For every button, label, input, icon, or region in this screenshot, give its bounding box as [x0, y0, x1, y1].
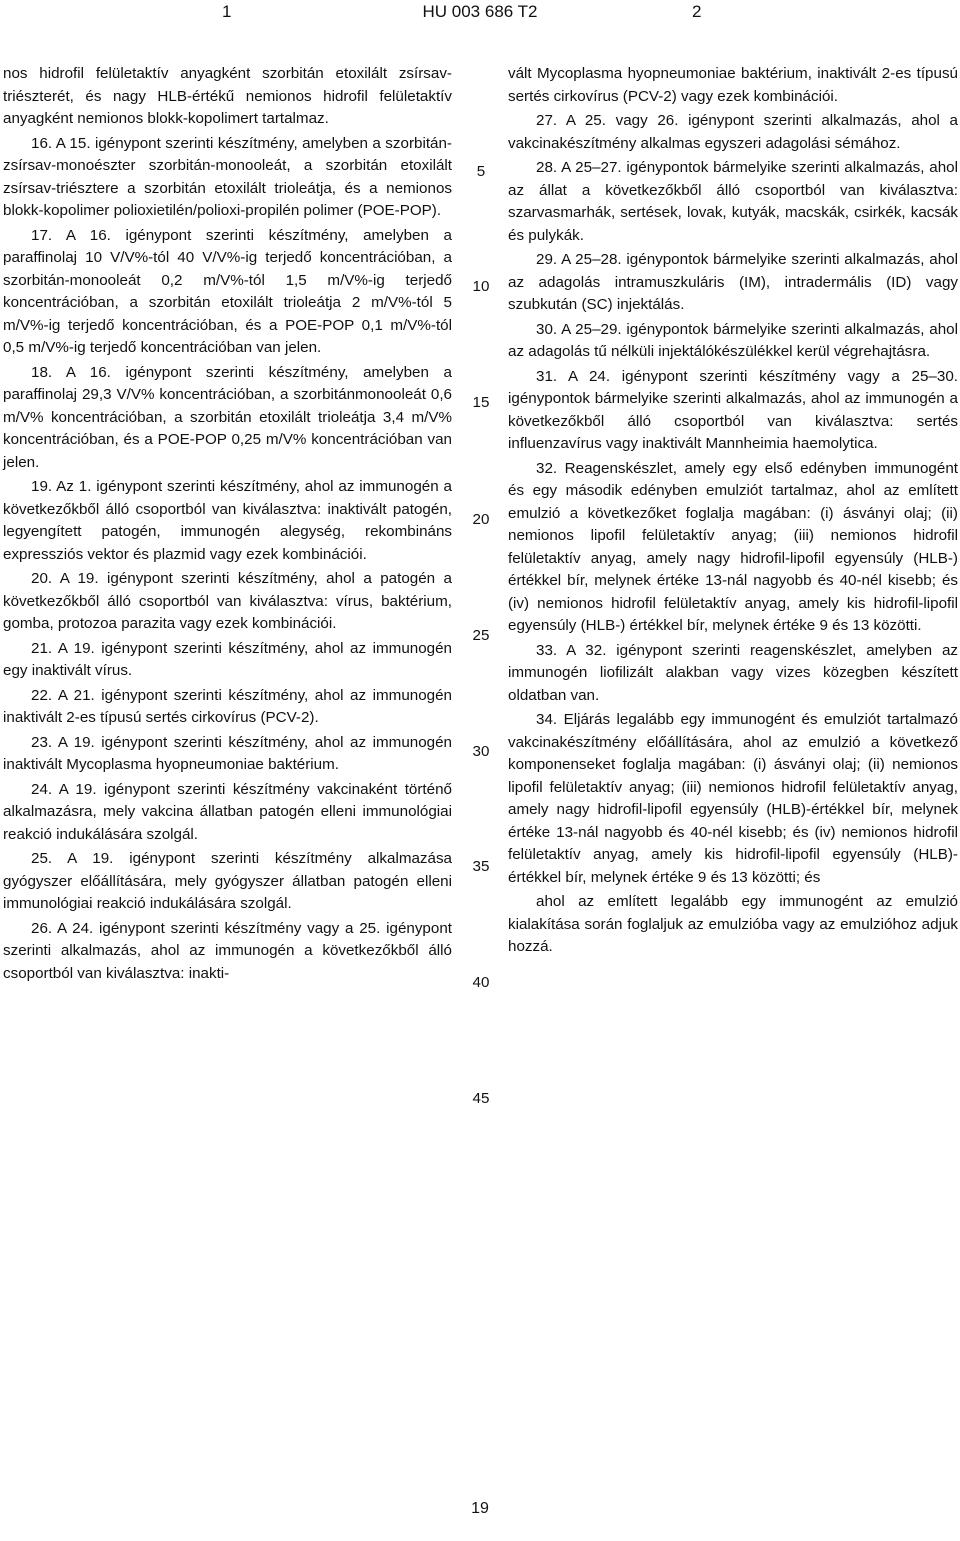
line-number: 20	[472, 511, 490, 528]
claim-paragraph: 22. A 21. igénypont szerinti készítmény, ahol az immunogén inaktivált 2-es típusú sertés cirkovírus (PCV-2).	[3, 686, 452, 726]
claim-paragraph: 18. A 16. igénypont szerinti készítmény, amelyben a paraffinolaj 29,3 V/V% koncentrációban, a szorbitánmonooleát 0,6 m/V% koncentrációban, a szorbitán etoxilált trioleátja 3,4 m/V% koncentrációban, és a POE-POP 0,25 m/V% koncentrációban van jelen.	[3, 363, 452, 471]
claim-paragraph: 23. A 19. igénypont szerinti készítmény, ahol az immunogén inaktivált Mycoplasma hyopneumoniae baktérium.	[3, 733, 452, 773]
header-page-right: 2	[692, 2, 702, 21]
left-column	[3, 63, 452, 987]
claim-paragraph: 27. A 25. vagy 26. igénypont szerinti alkalmazás, ahol a vakcinakészítmény alkalmas egyszeri adagolási sémához.	[508, 112, 958, 152]
line-number: 15	[472, 394, 490, 411]
line-number: 35	[472, 858, 490, 875]
claim-paragraph: 28. A 25–27. igénypontok bármelyike szerinti alkalmazás, ahol az állat a következőkből álló csoportból van kiválasztva: szarvasmarhák, sertések, lovak, kutyák, macskák, csirkék, kacsák és pulykák.	[508, 159, 958, 244]
line-number: 45	[472, 1090, 490, 1107]
line-number: 25	[472, 627, 490, 644]
page-number: 19	[471, 1500, 489, 1517]
header-patent-number: HU 003 686 T2	[422, 2, 538, 21]
claim-paragraph: 33. A 32. igénypont szerinti reagenskészlet, amelyben az immunogén liofilizált alakban vagy vizes közegben készített oldatban van.	[508, 641, 958, 704]
claim-paragraph: 34. Eljárás legalább egy immunogént és emulziót tartalmazó vakcinakészítmény előállítására, ahol az emulzió a következő komponenseket foglalja magában: (i) ásványi olaj; (ii) nemionos lipofil felületaktív anyag; (iii) nemionos hidrofil felületaktív anyag, amely nagy hidrofil-lipofil egyensúly (HLB)-értékkel bír, melynek értéke 13-nál nagyobb és 40-nél kisebb; és (iv) nemionos hidrofil felületaktív anyag, amely kis hidrofil-lipofil egyensúly (HLB)-értékkel bír, melynek értéke 9 és 13 közötti; és	[508, 711, 958, 886]
claim-paragraph: 32. Reagenskészlet, amely egy első edényben immunogént és egy második edényben emulziót tartalmaz, ahol az említett emulzió a következőket foglalja magában: (i) ásványi olaj; (ii) nemionos lipofil felületaktív anyag; (iii) nemionos hidrofil felületaktív anyag, amely nagy hidrofil-lipofil egyensúly (HLB-) értékkel bír, melynek értéke 13-nál nagyobb és 40-nél kisebb; és (iv) nemionos hidrofil felületaktív anyag, amely kis hidrofil-lipofil egyensúly (HLB-) értékkel bír, melynek értéke 9 és 13 közötti.	[508, 459, 958, 634]
line-number: 40	[472, 974, 490, 991]
claim-paragraph: 17. A 16. igénypont szerinti készítmény, amelyben a paraffinolaj 10 V/V%-tól 40 V/V%-ig terjedő koncentrációban, a szorbitán-monooleát 0,2 m/V%-tól 1,5 m/V%-ig terjedő koncentrációban, a szorbitán etoxilált trioleátja 2 m/V%-tól 5 m/V%-ig terjedő koncentrációban, és a POE-POP 0,1 m/V%-tól 0,5 m/V%-ig terjedő koncentrációban van jelen.	[3, 226, 452, 356]
claim-paragraph: nos hidrofil felületaktív anyagként szorbitán etoxilált zsírsav-triészterét, és nagy HLB-értékű nemionos hidrofil felületaktív anyagként nemionos blokk-kopolimert tartalmaz.	[3, 65, 452, 127]
claim-paragraph: 31. A 24. igénypont szerinti készítmény vagy a 25–30. igénypontok bármelyike szerinti alkalmazás, ahol az immunogén a következőkből álló csoportból van kiválasztva: sertés influenzavírus vagy inaktivált Mannheimia haemolytica.	[508, 367, 958, 452]
line-number: 30	[472, 743, 490, 760]
line-number: 10	[472, 278, 490, 295]
claim-paragraph: 26. A 24. igénypont szerinti készítmény vagy a 25. igénypont szerinti alkalmazás, ahol az immunogén a következőkből álló csoportból van kiválasztva: inakti-	[3, 919, 452, 982]
claim-paragraph: 16. A 15. igénypont szerinti készítmény, amelyben a szorbitán-zsírsav-monoészter szorbitán-monooleát, a szorbitán etoxilált zsírsav-triésztere a szorbitán etoxilált trioleátja, és a nemionos blokk-kopolimer polioxietilén/polioxi-propilén polimer (POE-POP).	[3, 134, 452, 219]
claim-paragraph: 20. A 19. igénypont szerinti készítmény, ahol a patogén a következőkből álló csoportból van kiválasztva: vírus, baktérium, gomba, protozoa parazita vagy ezek kombinációi.	[3, 570, 452, 632]
header-page-left: 1	[222, 2, 232, 21]
line-number: 5	[476, 163, 486, 180]
claim-paragraph: 29. A 25–28. igénypontok bármelyike szerinti alkalmazás, ahol az adagolás intramuszkuláris (IM), intradermális (ID) vagy szubkután (SC) injektálás.	[508, 251, 958, 313]
claim-paragraph: 25. A 19. igénypont szerinti készítmény alkalmazása gyógyszer előállítására, mely gyógyszer állatban patogén elleni immunológiai reakció indukálására szolgál.	[3, 850, 452, 912]
claim-paragraph: 24. A 19. igénypont szerinti készítmény vakcinaként történő alkalmazásra, mely vakcina állatban patogén elleni immunológiai reakció indukálására szolgál.	[3, 780, 452, 843]
claim-paragraph: 21. A 19. igénypont szerinti készítmény, ahol az immunogén egy inaktivált vírus.	[3, 639, 452, 679]
claim-paragraph: ahol az említett legalább egy immunogént az emulzió kialakítása során foglaljuk az emulzióba vagy az emulzióhoz adjuk hozzá.	[508, 893, 958, 955]
claim-paragraph: 19. Az 1. igénypont szerinti készítmény, ahol az immunogén a következőkből álló csoportból van kiválasztva: inaktivált patogén, legyengített patogén, immunogén alegység, rekombináns expressziós vektor és plazmid vagy ezek kombinációi.	[3, 478, 452, 563]
right-column	[508, 63, 958, 961]
claim-paragraph: 30. A 25–29. igénypontok bármelyike szerinti alkalmazás, ahol az adagolás tű nélküli injektálókészülékkel kerül végrehajtásra.	[508, 320, 958, 360]
claim-paragraph: vált Mycoplasma hyopneumoniae baktérium, inaktivált 2-es típusú sertés cirkovírus (PCV-2) vagy ezek kombinációi.	[508, 65, 958, 105]
